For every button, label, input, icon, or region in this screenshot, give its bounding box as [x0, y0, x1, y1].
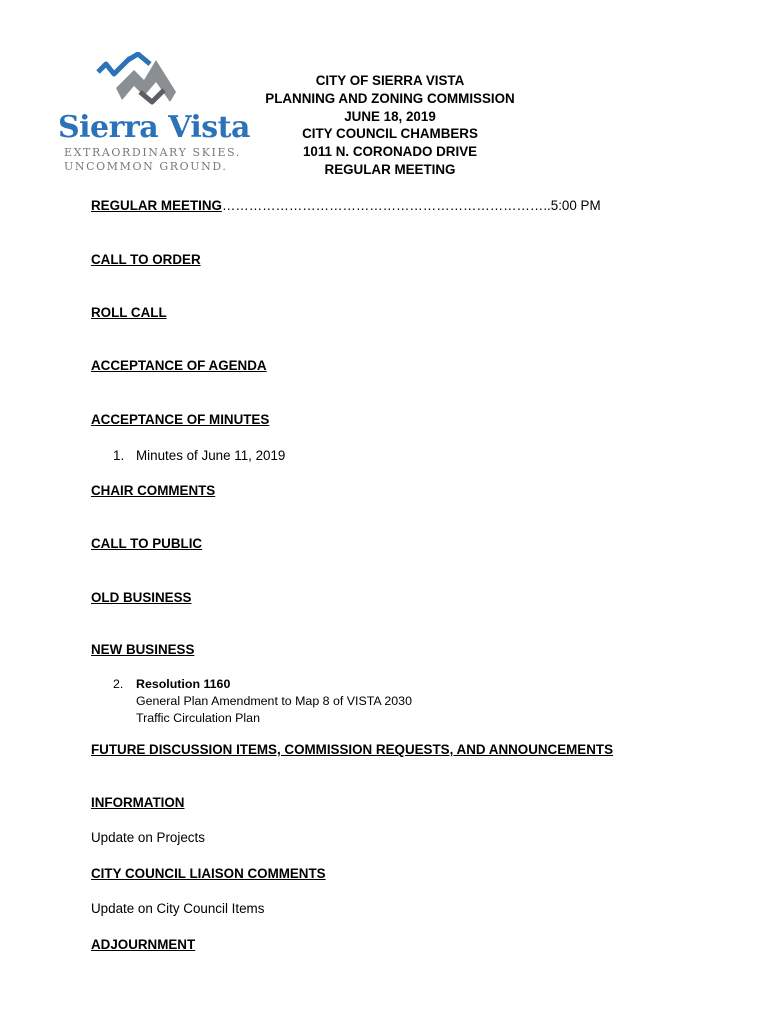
header-commission: PLANNING AND ZONING COMMISSION	[265, 90, 515, 106]
section-acceptance-of-agenda: ACCEPTANCE OF AGENDA	[91, 358, 267, 373]
meeting-time: 5:00 PM	[550, 198, 601, 213]
note-update-on-projects: Update on Projects	[91, 830, 205, 845]
agenda-item-minutes	[113, 448, 285, 463]
section-call-to-public: CALL TO PUBLIC	[91, 536, 203, 551]
section-information: INFORMATION	[91, 795, 185, 810]
header-location: CITY COUNCIL CHAMBERS	[302, 126, 478, 142]
header-city: CITY OF SIERRA VISTA	[315, 73, 465, 88]
resolution-title: Resolution 1160	[136, 677, 231, 691]
logo-wordmark: Sierra Vista	[58, 110, 250, 145]
meeting-time-line	[91, 198, 601, 213]
section-acceptance-of-minutes: ACCEPTANCE OF MINUTES	[91, 412, 270, 427]
logo-tagline-line2: UNCOMMON GROUND.	[64, 160, 228, 173]
item-number: 2.	[113, 677, 124, 691]
section-future-discussion: FUTURE DISCUSSION ITEMS, COMMISSION REQUESTS, AND ANNOUNCEMENTS	[91, 742, 614, 757]
section-city-council-liaison-comments: CITY COUNCIL LIAISON COMMENTS	[91, 866, 326, 881]
note-update-on-council-items: Update on City Council Items	[91, 901, 265, 916]
meeting-label: REGULAR MEETING	[91, 198, 222, 213]
section-chair-comments: CHAIR COMMENTS	[91, 483, 216, 498]
item-text: Minutes of June 11, 2019	[136, 448, 286, 463]
sierra-vista-logo	[58, 52, 250, 173]
resolution-line1: General Plan Amendment to Map 8 of VISTA 2030	[136, 693, 412, 708]
meeting-leader-dots: ………………………………………………………………..	[221, 198, 551, 213]
logo-tagline-line1: EXTRAORDINARY SKIES.	[64, 146, 241, 159]
agenda-header	[240, 72, 540, 179]
header-date: JUNE 18, 2019	[344, 108, 436, 124]
item-number: 1.	[113, 448, 125, 463]
resolution-line2: Traffic Circulation Plan	[136, 710, 260, 725]
mountain-logo-icon	[94, 52, 182, 110]
section-new-business: NEW BUSINESS	[91, 642, 195, 657]
section-call-to-order: CALL TO ORDER	[91, 252, 201, 267]
section-roll-call: ROLL CALL	[91, 305, 167, 320]
header-meeting-type: REGULAR MEETING	[324, 161, 456, 177]
section-old-business: OLD BUSINESS	[91, 590, 192, 605]
header-address: 1011 N. CORONADO DRIVE	[302, 144, 478, 160]
section-adjournment: ADJOURNMENT	[91, 937, 196, 952]
